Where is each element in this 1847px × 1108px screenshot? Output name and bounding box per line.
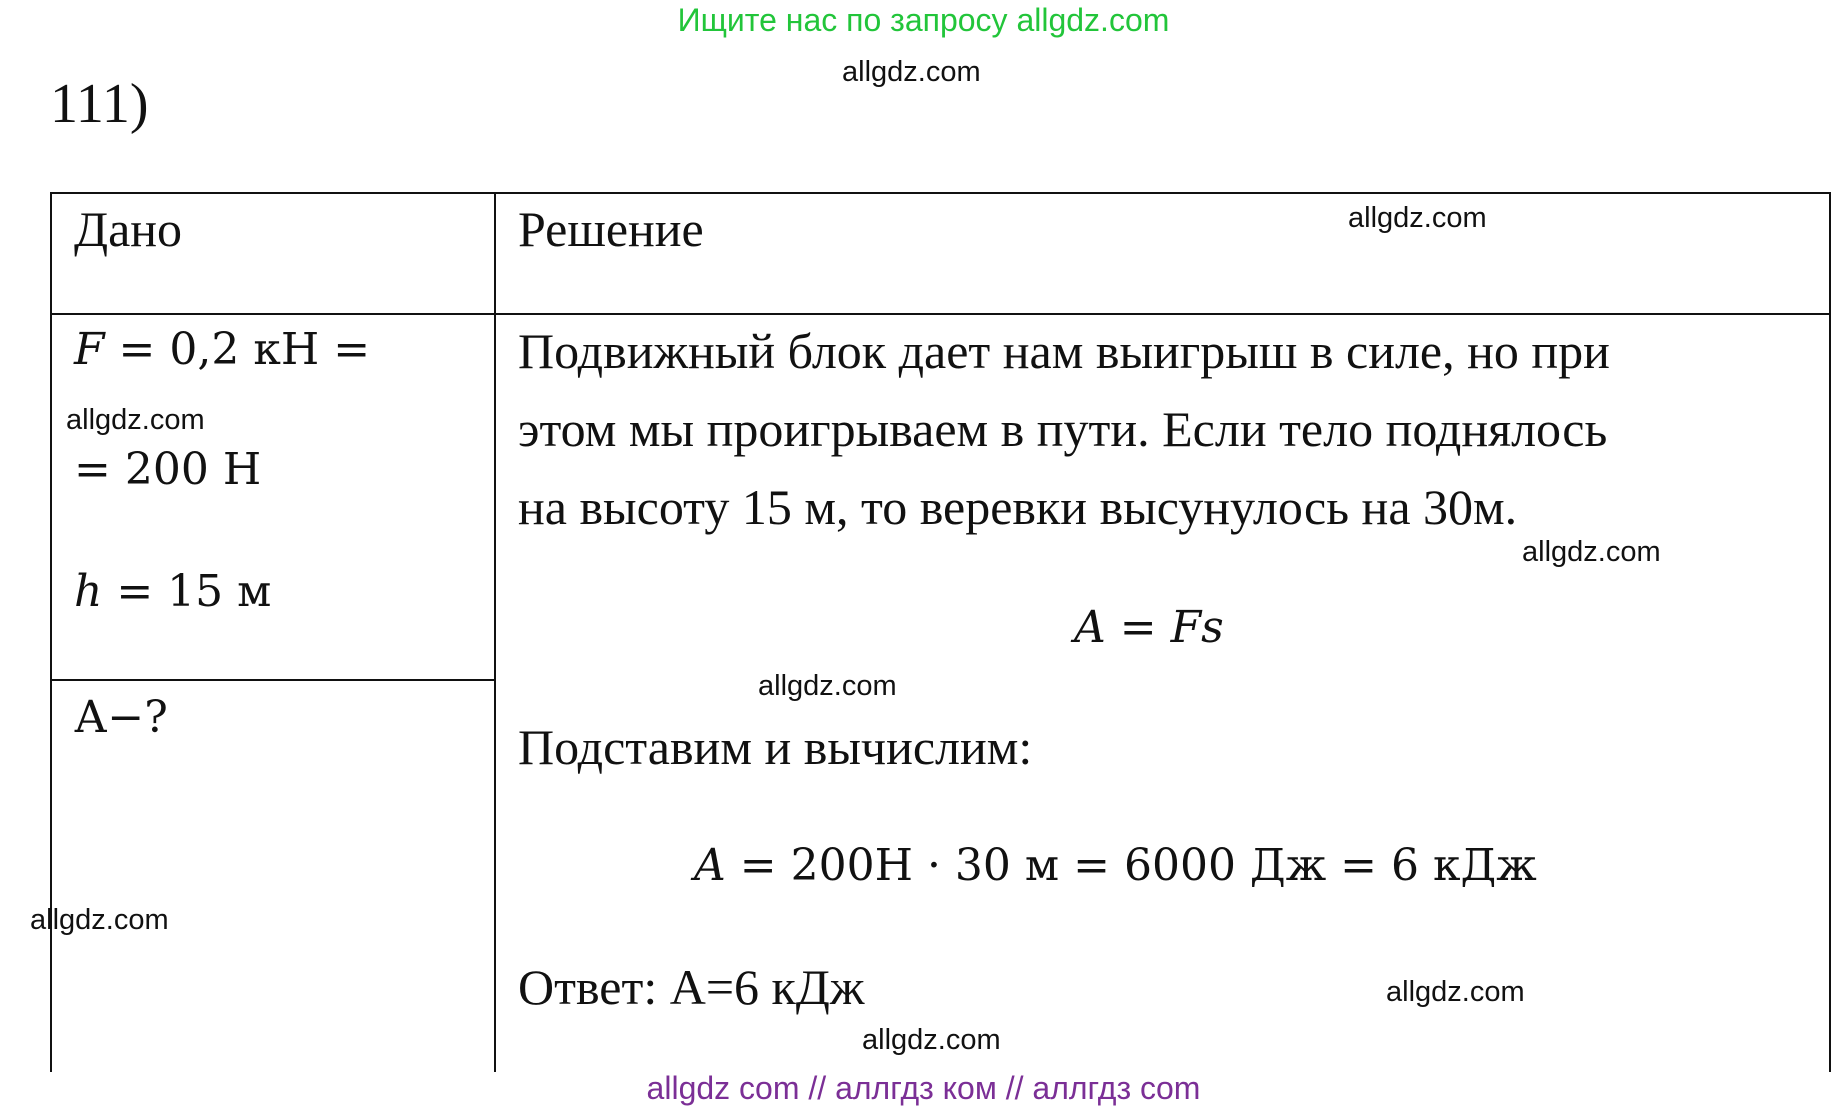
watermark-solution-1: allgdz.com <box>1522 536 1661 568</box>
given-force-line2: = 200 Н <box>74 444 262 495</box>
top-banner[interactable]: Ищите нас по запросу allgdz.com <box>677 2 1170 38</box>
find-unknown: А−? <box>74 692 168 743</box>
watermark-header: allgdz.com <box>1348 202 1487 234</box>
watermark-top: allgdz.com <box>842 56 981 88</box>
problem-number: 111) <box>50 73 149 135</box>
force-distance-product: Fs <box>1170 602 1224 653</box>
table-right-border <box>1829 192 1831 1072</box>
calc-variable: A <box>694 840 726 891</box>
solution-paragraph-line3: на высоту 15 м, то веревки высунулось на 30м. <box>518 479 1518 535</box>
watermark-solution-2: allgdz.com <box>758 670 897 702</box>
solution-paragraph-line2: этом мы проигрываем в пути. Если тело поднялось <box>518 401 1608 457</box>
force-variable: F <box>74 324 105 375</box>
solution-header: Решение <box>518 201 704 257</box>
given-force-line1 <box>74 324 370 375</box>
formula-equals: = <box>1105 602 1171 653</box>
substitute-text: Подставим и вычислим: <box>518 719 1033 775</box>
table-column-divider <box>494 192 496 1072</box>
watermark-answer: allgdz.com <box>1386 976 1525 1008</box>
answer-text: Ответ: А=6 кДж <box>518 959 865 1015</box>
work-variable: A <box>1074 602 1106 653</box>
given-find-divider <box>50 679 496 681</box>
work-formula <box>1074 602 1224 653</box>
watermark-left: allgdz.com <box>30 904 169 936</box>
calculation <box>694 840 1537 891</box>
table-header-divider <box>50 313 1831 315</box>
force-value: = 0,2 кН = <box>104 324 371 375</box>
given-height <box>74 566 271 617</box>
table-left-border <box>50 192 52 1072</box>
height-value: = 15 м <box>102 566 272 617</box>
watermark-bottom: allgdz.com <box>862 1024 1001 1056</box>
given-header: Дано <box>74 201 183 257</box>
footer-links[interactable]: allgdz com // аллгдз ком // аллгдз com <box>646 1070 1201 1106</box>
table-top-border <box>50 192 1831 194</box>
calc-expression: = 200Н · 30 м = 6000 Дж = 6 кДж <box>725 840 1537 891</box>
height-variable: h <box>74 566 103 617</box>
solution-paragraph-line1: Подвижный блок дает нам выигрыш в силе, но при <box>518 323 1610 379</box>
watermark-given: allgdz.com <box>66 404 205 436</box>
